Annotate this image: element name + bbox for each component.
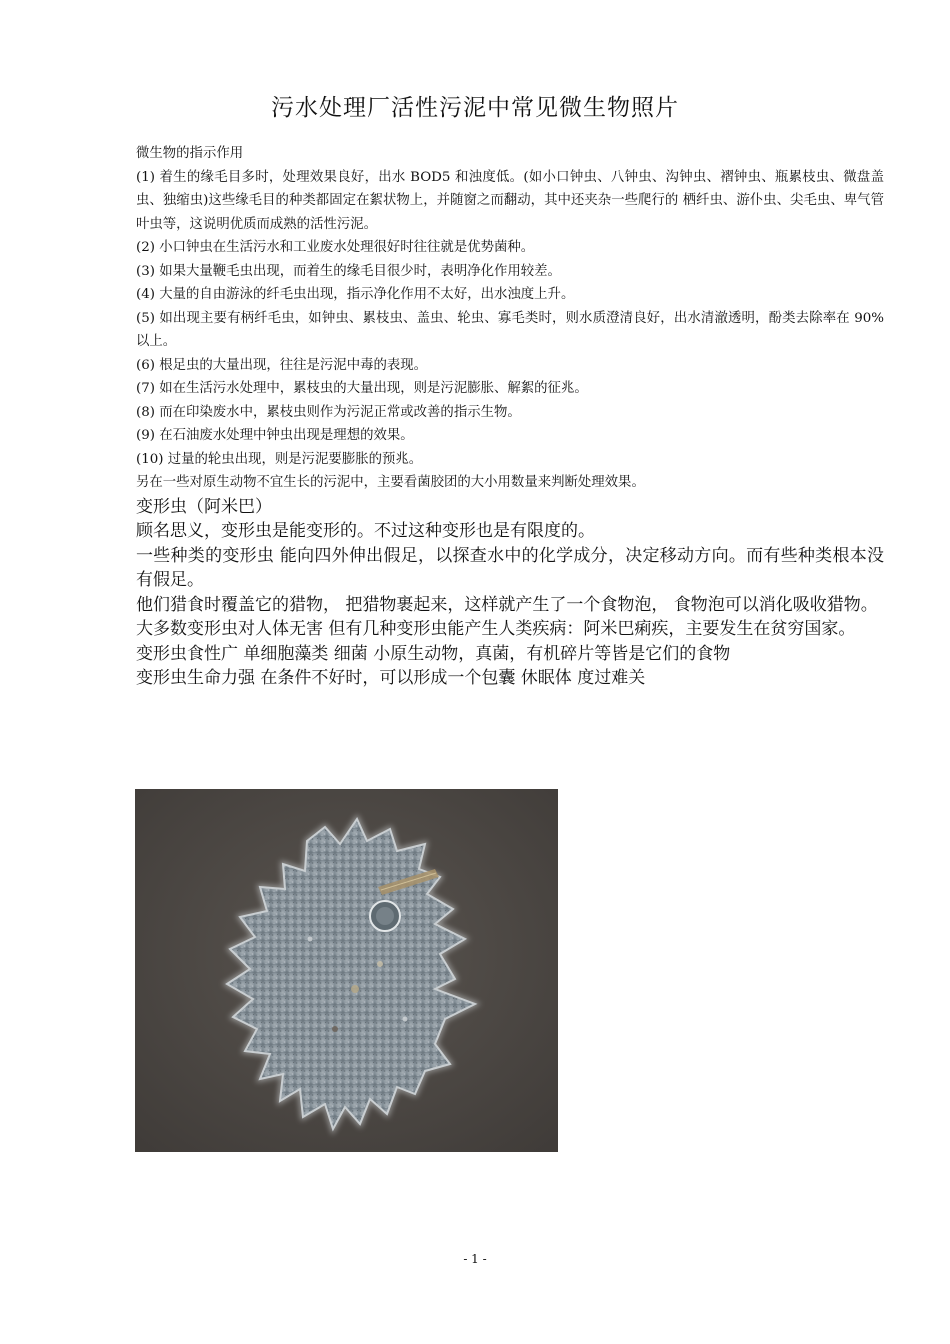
inclusion-3: [332, 1026, 338, 1032]
amoeba-paragraph-4: 大多数变形虫对人体无害 但有几种变形虫能产生人类疾病：阿米巴痢疾，主要发生在贫穷国家。: [136, 619, 856, 639]
indicator-item-9: (9) 在石油废水处理中钟虫出现是理想的效果。: [136, 428, 414, 443]
amoeba-photo: [135, 789, 558, 1152]
amoeba-section: [136, 495, 884, 691]
amoeba-paragraph-1: 顾名思义，变形虫是能变形的。不过这种变形也是有限度的。: [136, 521, 595, 541]
amoeba-micrograph-image: [135, 789, 558, 1152]
indicator-item-7: (7) 如在生活污水处理中，累枝虫的大量出现，则是污泥膨胀、解絮的征兆。: [136, 381, 588, 396]
indicator-item-4: (4) 大量的自由游泳的纤毛虫出现，指示净化作用不太好，出水浊度上升。: [136, 287, 575, 302]
page-title: 污水处理厂活性污泥中常见微生物照片: [271, 95, 679, 121]
amoeba-paragraph-5: 变形虫食性广 单细胞藻类 细菌 小原生动物，真菌，有机碎片等皆是它们的食物: [136, 643, 731, 664]
indicator-item-1: (1) 着生的缘毛目多时，处理效果良好，出水 BOD5 和浊度低。(如小口钟虫、八钟虫、沟钟虫、褶钟虫、瓶累枝虫、微盘盖虫、独缩虫)这些缘毛目的种类都固定在絮状物上，并随窗之而翻动，其中还夹杂一些爬行的 栖纤虫、游仆虫、尖毛虫、卑气管叶虫等，这说明优质而成熟的活性污泥。: [136, 169, 884, 232]
inclusion-5: [403, 1017, 408, 1022]
document-body: [136, 142, 884, 691]
closing-note: 另在一些对原生动物不宜生长的污泥中，主要看菌胶团的大小用数量来判断处理效果。: [136, 475, 645, 490]
indicator-item-2: (2) 小口钟虫在生活污水和工业废水处理很好时往往就是优势菌种。: [136, 240, 535, 255]
indicator-item-5: (5) 如出现主要有柄纤毛虫，如钟虫、累枝虫、盖虫、轮虫、寡毛类时，则水质澄清良好，出水清澈透明，酚类去除率在 90%以上。: [136, 310, 884, 349]
amoeba-paragraph-2: 一些种类的变形虫 能向四外伸出假足，以探查水中的化学成分，决定移动方向。而有些种类根本没有假足。: [136, 545, 884, 590]
page-number: - 1 -: [463, 1252, 487, 1266]
amoeba-paragraph-6: 变形虫生命力强 在条件不好时，可以形成一个包囊 休眠体 度过难关: [136, 668, 646, 688]
inclusion-1: [351, 985, 359, 993]
indicator-item-8: (8) 而在印染废水中，累枝虫则作为污泥正常或改善的指示生物。: [136, 404, 521, 420]
inclusion-2: [377, 961, 383, 967]
vacuole-core: [376, 907, 394, 925]
indicator-item-10: (10) 过量的轮虫出现，则是污泥要膨胀的预兆。: [136, 451, 423, 467]
indicator-item-6: (6) 根足虫的大量出现，往往是污泥中毒的表现。: [136, 357, 428, 373]
amoeba-paragraph-3: 他们猎食时覆盖它的猎物， 把猎物裹起来，这样就产生了一个食物泡， 食物泡可以消化吸收猎物。: [136, 594, 878, 615]
inclusion-4: [308, 937, 313, 942]
indicator-section: [136, 142, 884, 495]
section-heading: 微生物的指示作用: [136, 146, 244, 161]
amoeba-heading: 变形虫（阿米巴）: [136, 496, 272, 517]
indicator-item-3: (3) 如果大量鞭毛虫出现，而着生的缘毛目很少时，表明净化作用较差。: [136, 263, 561, 279]
